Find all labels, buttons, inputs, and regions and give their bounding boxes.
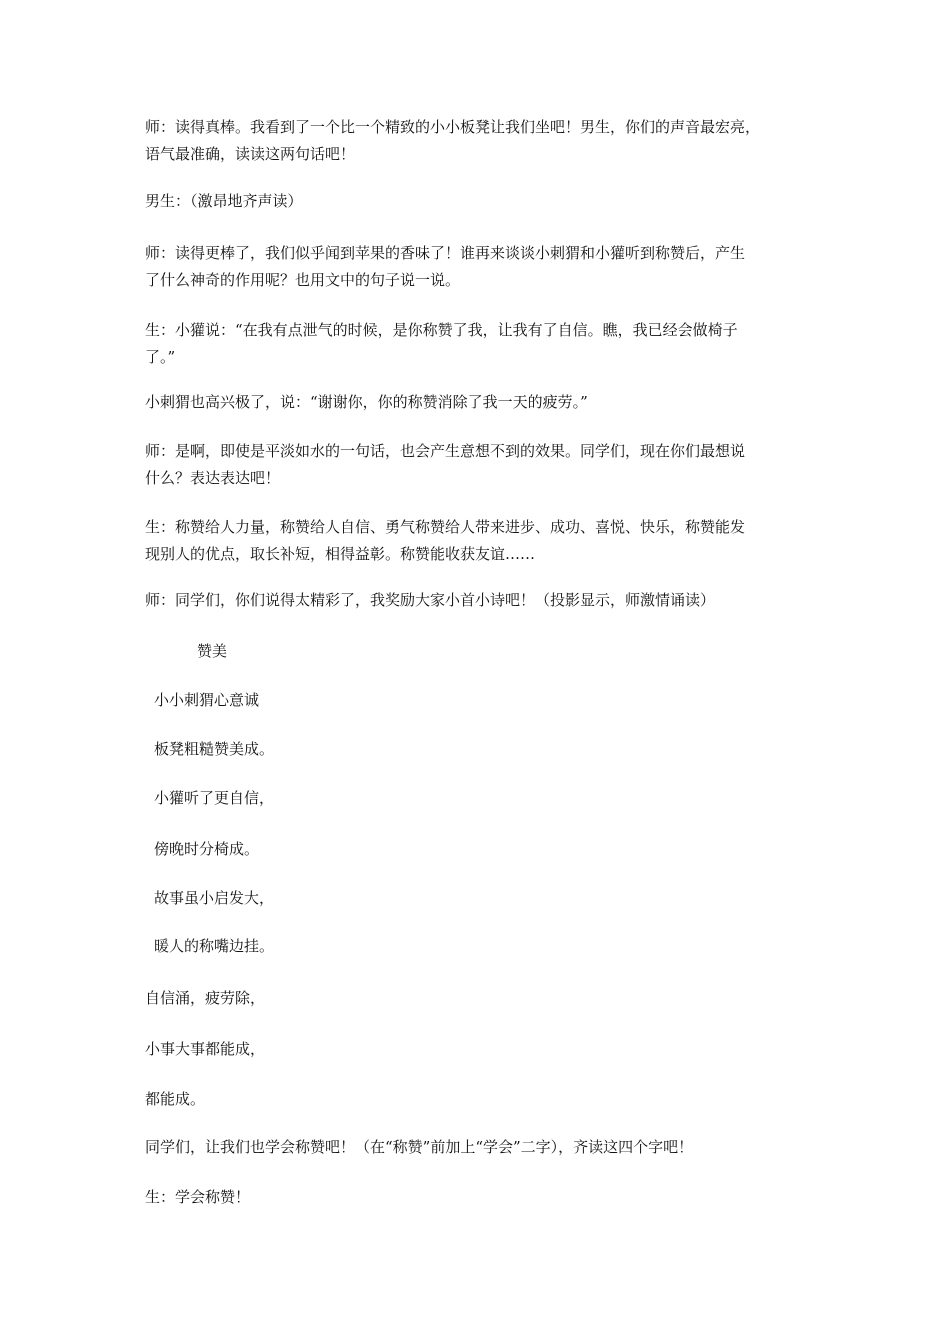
poem-line: 故事虽小启发大， [154, 889, 275, 907]
paragraph-3-line-2: 了什么神奇的作用呢？也用文中的句子说一说。 [145, 271, 461, 289]
paragraph-8: 师：同学们，你们说得太精彩了，我奖励大家小首小诗吧！（投影显示，师激情诵读） [145, 591, 716, 609]
paragraph-2: 男生：（激昂地齐声读） [145, 192, 303, 210]
poem-line: 暖人的称嘴边挂。 [154, 937, 275, 955]
paragraph-1-line-1: 师：读得真棒。我看到了一个比一个精致的小小板凳让我们坐吧！男生，你们的声音最宏亮， [145, 118, 761, 136]
tail-line: 自信涌，疲劳除， [145, 989, 266, 1007]
paragraph-3-line-1: 师：读得更棒了，我们似乎闻到苹果的香味了！谁再来谈谈小刺猬和小獾听到称赞后，产生 [145, 244, 746, 262]
tail-line: 生：学会称赞！ [145, 1188, 251, 1206]
paragraph-1-line-2: 语气最准确，读读这两句话吧！ [145, 145, 356, 163]
paragraph-4-line-1: 生：小獾说：“在我有点泄气的时候，是你称赞了我，让我有了自信。瞧，我已经会做椅子 [145, 321, 738, 339]
paragraph-5: 小刺猬也高兴极了，说：“谢谢你，你的称赞消除了我一天的疲劳。” [145, 393, 588, 411]
tail-line: 小事大事都能成， [145, 1040, 266, 1058]
paragraph-7-line-2: 现别人的优点，取长补短，相得益彰。称赞能收获友谊…… [145, 545, 536, 563]
tail-line: 同学们，让我们也学会称赞吧！（在“称赞”前加上“学会”二字），齐读这四个字吧！ [145, 1138, 694, 1156]
poem-line: 板凳粗糙赞美成。 [154, 740, 275, 758]
paragraph-6-line-1: 师：是啊，即使是平淡如水的一句话，也会产生意想不到的效果。同学们，现在你们最想说 [145, 442, 746, 460]
poem-line: 傍晚时分椅成。 [154, 840, 260, 858]
paragraph-6-line-2: 什么？表达表达吧！ [145, 469, 281, 487]
poem-line: 小小刺猬心意诚 [154, 691, 260, 709]
paragraph-4-line-2: 了。” [145, 348, 176, 366]
paragraph-7-line-1: 生：称赞给人力量，称赞给人自信、勇气称赞给人带来进步、成功、喜悦、快乐，称赞能发 [145, 518, 746, 536]
poem-line: 小獾听了更自信， [154, 789, 275, 807]
tail-line: 都能成。 [145, 1090, 206, 1108]
poem-title: 赞美 [197, 642, 228, 660]
